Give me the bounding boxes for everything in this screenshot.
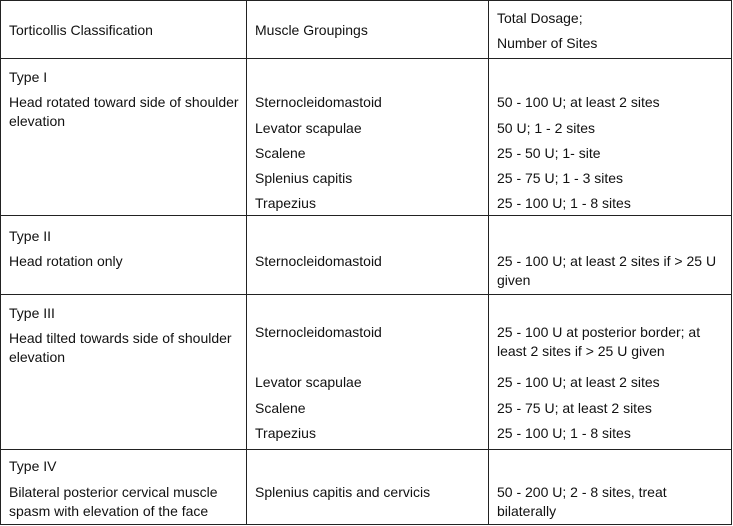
type-name: Type I <box>9 69 48 85</box>
dosage-cell <box>489 450 731 525</box>
dosage-value: 25 - 100 U; 1 - 8 sites <box>497 195 631 211</box>
muscles-cell <box>247 295 489 450</box>
muscles-cell <box>247 450 489 525</box>
header-cell-muscles <box>247 1 489 58</box>
header-row <box>1 1 731 58</box>
muscle-name: Splenius capitis <box>255 170 353 186</box>
type-description: Head rotated toward side of shoulder elevation <box>9 94 239 129</box>
type-description: Bilateral posterior cervical muscle spasm with elevation of the face <box>9 484 218 519</box>
dosage-value: 25 - 75 U; at least 2 sites <box>497 400 652 416</box>
header-classification: Torticollis Classification <box>9 22 153 38</box>
classification-cell <box>1 59 247 216</box>
type-row <box>1 215 731 295</box>
dosage-value: 50 - 100 U; at least 2 sites <box>497 94 660 110</box>
classification-cell <box>1 450 247 525</box>
type-description: Head rotation only <box>9 253 123 269</box>
muscle-name: Levator scapulae <box>255 374 362 390</box>
dosage-value: 25 - 100 U; at least 2 sites <box>497 374 660 390</box>
muscle-name: Levator scapulae <box>255 120 362 136</box>
muscle-name: Sternocleidomastoid <box>255 94 382 110</box>
muscle-name: Sternocleidomastoid <box>255 253 382 269</box>
header-dosage-line2: Number of Sites <box>497 35 598 51</box>
dosage-value: 25 - 100 U; at least 2 sites if > 25 U given <box>497 253 717 288</box>
type-description: Head tilted towards side of shoulder elevation <box>9 330 232 365</box>
type-name: Type IV <box>9 458 57 474</box>
header-muscles: Muscle Groupings <box>255 22 368 38</box>
muscle-name: Scalene <box>255 145 306 161</box>
dosage-value: 50 U; 1 - 2 sites <box>497 120 596 136</box>
type-row <box>1 449 731 525</box>
dosage-value: 50 - 200 U; 2 - 8 sites, treat bilaterally <box>497 484 667 519</box>
type-name: Type III <box>9 305 55 321</box>
muscles-cell <box>247 216 489 295</box>
type-name: Type II <box>9 228 52 244</box>
muscle-name: Scalene <box>255 400 306 416</box>
classification-cell <box>1 216 247 295</box>
muscles-cell <box>247 59 489 216</box>
dosage-value: 25 - 75 U; 1 - 3 sites <box>497 170 624 186</box>
muscle-name: Trapezius <box>255 425 316 441</box>
dosage-cell <box>489 216 731 295</box>
dosage-cell <box>489 59 731 216</box>
dosage-value: 25 - 100 U at posterior border; at least 2 sites if > 25 U given <box>497 324 701 359</box>
type-row <box>1 294 731 450</box>
classification-cell <box>1 295 247 450</box>
muscle-name: Sternocleidomastoid <box>255 324 382 340</box>
dosage-cell <box>489 295 731 450</box>
type-row <box>1 58 731 216</box>
muscle-name: Splenius capitis and cervicis <box>255 484 431 500</box>
header-cell-dosage <box>489 1 731 58</box>
dosage-value: 25 - 100 U; 1 - 8 sites <box>497 425 631 441</box>
dosage-value: 25 - 50 U; 1- site <box>497 145 601 161</box>
muscle-name: Trapezius <box>255 195 316 211</box>
header-cell-classification <box>1 1 247 58</box>
header-dosage-line1: Total Dosage; <box>497 10 583 26</box>
